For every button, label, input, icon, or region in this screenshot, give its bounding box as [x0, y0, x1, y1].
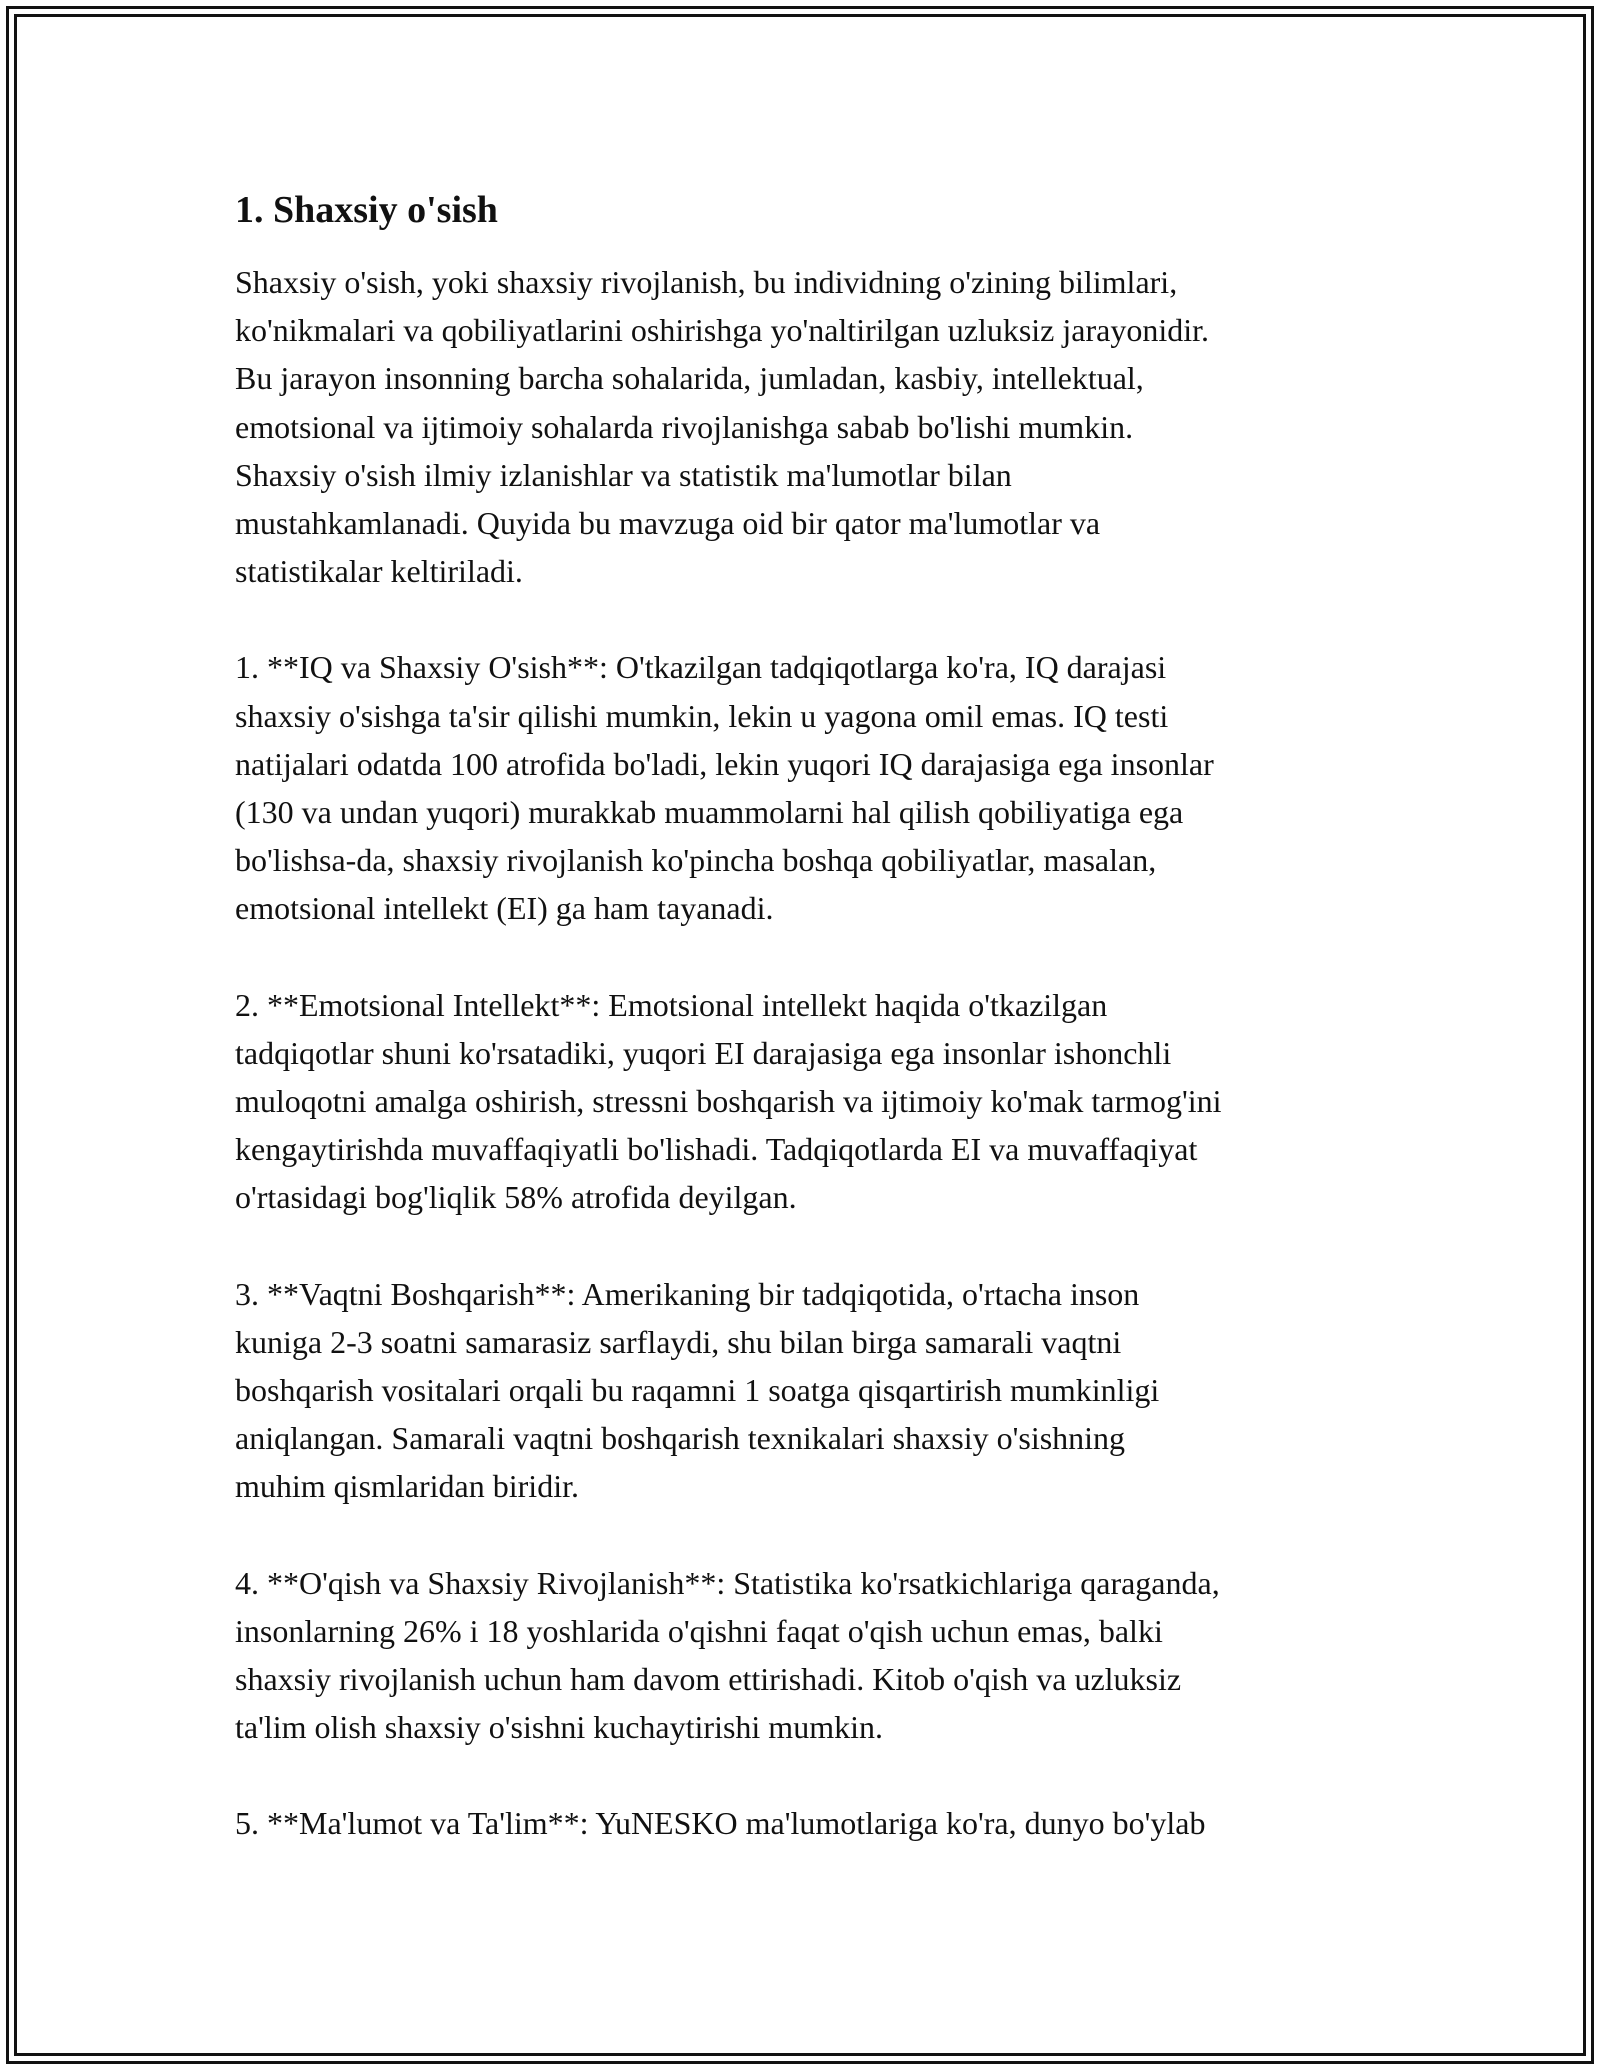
document-body	[235, 186, 1375, 1896]
intro-paragraph: Shaxsiy o'sish, yoki shaxsiy rivojlanish, bu individning o'zining bilimlari, ko'nikmalari va qobiliyatlarini oshirishga yo'naltirilgan uzluksiz jarayonidir. Bu jarayon insonning barcha sohalarida, jumladan, kasbiy, intellektual, emotsional va ijtimoiy sohalarda rivojlanishga sabab bo'lishi mumkin. Shaxsiy o'sish ilmiy izlanishlar va statistik ma'lumotlar bilan mustahkamlanadi. Quyida bu mavzuga oid bir qator ma'lumotlar va statistikalar keltiriladi.	[235, 264, 1209, 590]
list-item-reading: 4. **O'qish va Shaxsiy Rivojlanish**: Statistika ko'rsatkichlariga qaraganda, insonlarning 26% i 18 yoshlarida o'qishni faqat o'qish uchun emas, balki shaxsiy rivojlanish uchun ham davom ettirishadi. Kitob o'qish va uzluksiz ta'lim olish shaxsiy o'sishni kuchaytirishi mumkin.	[235, 1564, 1220, 1746]
list-item-time-management: 3. **Vaqtni Boshqarish**: Amerikaning bir tadqiqotida, o'rtacha inson kuniga 2-3 soatni samarasiz sarflaydi, shu bilan birga samarali vaqtni boshqarish vositalari orqali bu raqamni 1 soatga qisqartirish mumkinligi aniqlangan. Samarali vaqtni boshqarish texnikalari shaxsiy o'sishning muhim qismlaridan biridir.	[235, 1275, 1160, 1505]
list-item-education: 5. **Ma'lumot va Ta'lim**: YuNESKO ma'lumotlariga ko'ra, dunyo bo'ylab	[235, 1805, 1206, 1842]
list-item-emotional-intelligence: 2. **Emotsional Intellekt**: Emotsional intellekt haqida o'tkazilgan tadqiqotlar shuni ko'rsatadiki, yuqori EI darajasiga ega insonlar ishonchli muloqotni amalga oshirish, stressni boshqarish va ijtimoiy ko'mak tarmog'ini kengaytirishda muvaffaqiyatli bo'lishadi. Tadqiqotlarda EI va muvaffaqiyat o'rtasidagi bog'liqlik 58% atrofida deyilgan.	[235, 986, 1222, 1216]
section-heading: 1. Shaxsiy o'sish	[235, 189, 498, 231]
list-item-iq: 1. **IQ va Shaxsiy O'sish**: O'tkazilgan tadqiqotlarga ko'ra, IQ darajasi shaxsiy o'sishga ta'sir qilishi mumkin, lekin u yagona omil emas. IQ testi natijalari odatda 100 atrofida bo'ladi, lekin yuqori IQ darajasiga ega insonlar (130 va undan yuqori) murakkab muammolarni hal qilish qobiliyatiga ega bo'lishsa-da, shaxsiy rivojlanish ko'pincha boshqa qobiliyatlar, masalan, emotsional intellekt (EI) ga ham tayanadi.	[235, 649, 1214, 927]
